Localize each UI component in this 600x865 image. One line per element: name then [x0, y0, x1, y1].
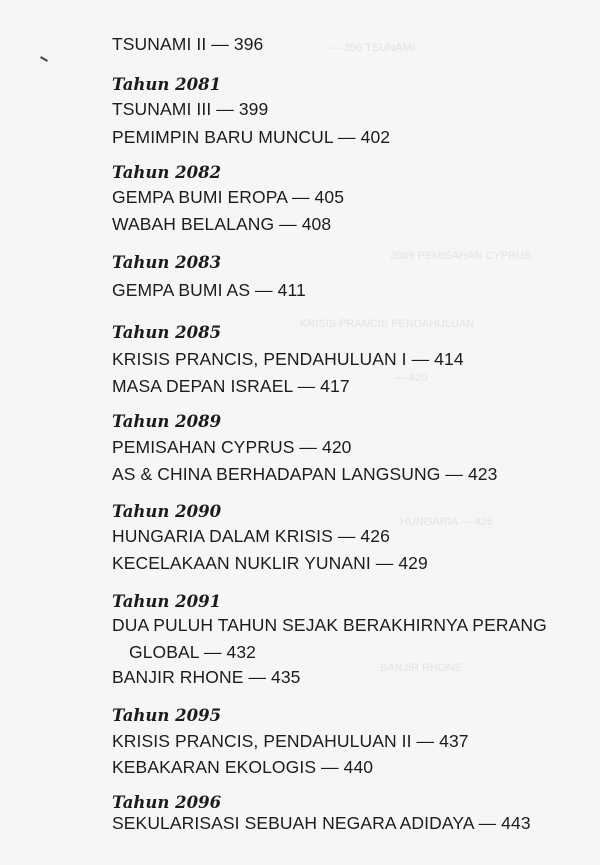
toc-entry-kecelakaan-nuklir-yunani: KECELAKAAN NUKLIR YUNANI — 429 — [112, 553, 428, 573]
toc-entry-wabah-belalang: WABAH BELALANG — 408 — [112, 214, 332, 234]
toc-entry-krisis-prancis-ii: KRISIS PRANCIS, PENDAHULUAN II — 437 — [112, 731, 469, 751]
year-heading-2082: Tahun 2082 — [112, 163, 222, 182]
toc-entry-tsunami-ii: TSUNAMI II — 396 — [112, 34, 264, 54]
toc-entry-krisis-prancis-i: KRISIS PRANCIS, PENDAHULUAN I — 414 — [112, 349, 464, 369]
toc-entry-dua-puluh-tahun-cont: GLOBAL — 432 — [129, 642, 257, 662]
toc-entry-kebakaran-ekologis: KEBAKARAN EKOLOGIS — 440 — [112, 757, 374, 777]
year-heading-2081: Tahun 2081 — [112, 75, 222, 94]
year-heading-2095: Tahun 2095 — [112, 706, 222, 725]
year-heading-2090: Tahun 2090 — [112, 502, 222, 521]
toc-entry-banjir-rhone: BANJIR RHONE — 435 — [112, 667, 301, 687]
toc-entry-sekularisasi: SEKULARISASI SEBUAH NEGARA ADIDAYA — 443 — [112, 813, 531, 833]
toc-entry-as-china: AS & CHINA BERHADAPAN LANGSUNG — 423 — [112, 464, 498, 484]
toc-entry-gempa-bumi-as: GEMPA BUMI AS — 411 — [112, 280, 306, 300]
toc-entry-dua-puluh-tahun: DUA PULUH TAHUN SEJAK BERAKHIRNYA PERANG — [112, 615, 547, 635]
toc-entry-gempa-bumi-eropa: GEMPA BUMI EROPA — 405 — [112, 187, 345, 207]
toc-entry-masa-depan-israel: MASA DEPAN ISRAEL — 417 — [112, 376, 350, 396]
year-heading-2083: Tahun 2083 — [112, 253, 222, 272]
toc-entry-tsunami-iii: TSUNAMI III — 399 — [112, 99, 269, 119]
year-heading-2089: Tahun 2089 — [112, 412, 222, 431]
year-heading-2085: Tahun 2085 — [112, 323, 222, 342]
stray-mark — [40, 56, 48, 62]
book-page: — 396 TSUNAMI 2089 PEMISAHAN CYPRUS KRISIS PRANCIS PENDAHULUAN — 420 HUNGARIA — 426 BANJIR RHONE TSUNAMI II — 396 Tahun 2081 TSUNAMI III — 399 PEMIMPIN BARU MUNCUL — 402 Tahun 2082 GEMPA BUMI EROPA — 405 WABAH BELALANG — 408 Tahun 2083 GEMPA BUMI AS — 411 Tahun 2085 KRISIS PRANCIS, PENDAHULUAN I — 414 MASA DEPAN ISRAEL — 417 Tahun 2089 PEMISAHAN CYPRUS — 420 AS & CHINA BERHADAPAN LANGSUNG — 423 Tahun 2090 HUNGARIA DALAM KRISIS — 426 KECELAKAAN NUKLIR YUNANI — 429 Tahun 2091 DUA PULUH TAHUN SEJAK BERAKHIRNYA PERANG GLOBAL — 432 BANJIR RHONE — 435 Tahun 2095 KRISIS PRANCIS, PENDAHULUAN II — 437 KEBAKARAN EKOLOGIS — 440 Tahun 2096 SEKULARISASI SEBUAH NEGARA ADIDAYA — 443 — [0, 0, 600, 865]
year-heading-2096: Tahun 2096 — [112, 793, 222, 812]
toc-entry-pemisahan-cyprus: PEMISAHAN CYPRUS — 420 — [112, 437, 352, 457]
toc-entry-hungaria-dalam-krisis: HUNGARIA DALAM KRISIS — 426 — [112, 526, 390, 546]
toc-entry-pemimpin-baru-muncul: PEMIMPIN BARU MUNCUL — 402 — [112, 127, 391, 147]
year-heading-2091: Tahun 2091 — [112, 592, 222, 611]
